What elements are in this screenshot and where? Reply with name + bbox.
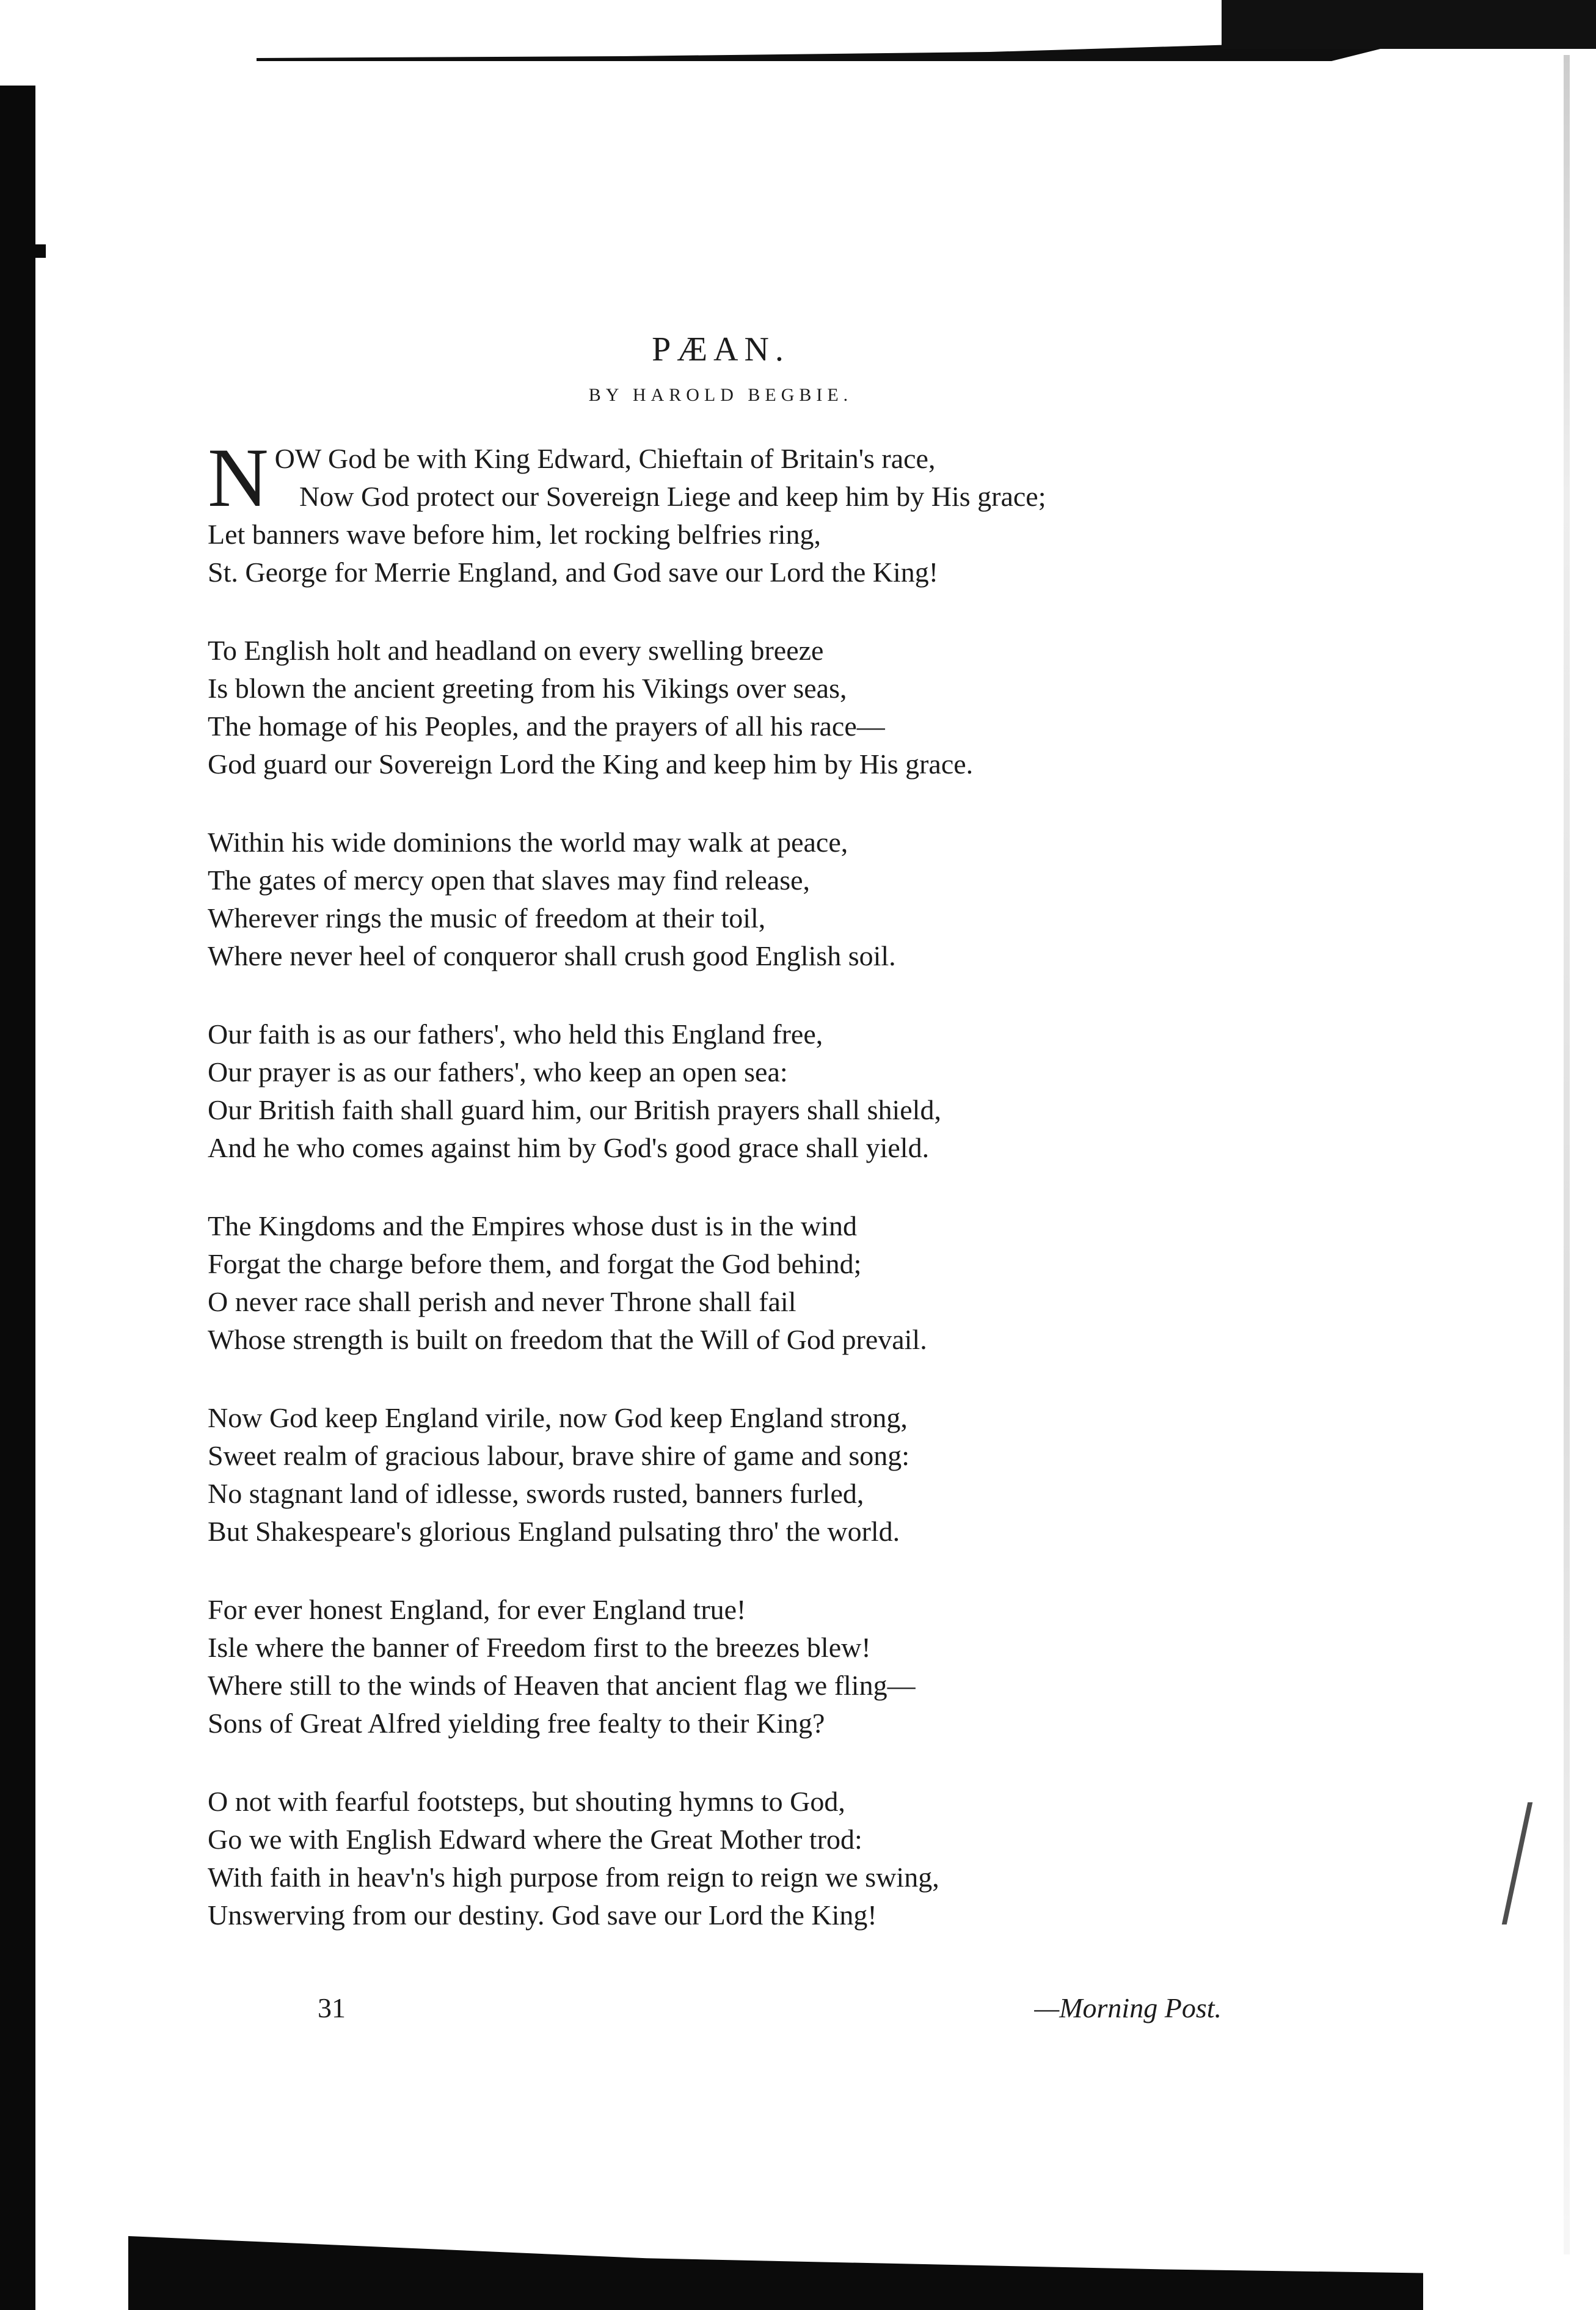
poem-line: To English holt and headland on every swelling breeze	[208, 635, 824, 666]
poem-line: Whose strength is built on freedom that the Will of God prevail.	[208, 1324, 927, 1355]
poem-title: PÆAN.	[652, 331, 790, 368]
poem-page	[208, 318, 1234, 2089]
poem-line: St. George for Merrie England, and God save our Lord the King!	[208, 557, 939, 588]
poem-line: Let banners wave before him, let rocking belfries ring,	[208, 519, 821, 550]
source-attribution: —Morning Post.	[1034, 1992, 1222, 2023]
stanza	[208, 824, 1234, 975]
stanza	[208, 1207, 1234, 1359]
stanza	[208, 632, 1234, 783]
poem-line: Our prayer is as our fathers', who keep an open sea:	[208, 1056, 788, 1087]
stanza	[208, 1399, 1234, 1551]
poem-line: Unswerving from our destiny. God save our Lord the King!	[208, 1899, 877, 1931]
stanza	[208, 1015, 1234, 1167]
poem-line: But Shakespeare's glorious England pulsating thro' the world.	[208, 1516, 900, 1547]
poem-line: And he who comes against him by God's good grace shall yield.	[208, 1132, 930, 1163]
poem-line: Forgat the charge before them, and forgat the God behind;	[208, 1248, 862, 1279]
poem-line: Go we with English Edward where the Great Mother trod:	[208, 1824, 862, 1855]
poem-line: The homage of his Peoples, and the prayers of all his race—	[208, 711, 885, 742]
scan-edge-top-right	[1222, 0, 1596, 49]
poem-line: Isle where the banner of Freedom first to the breezes blew!	[208, 1632, 871, 1663]
poem-line: Is blown the ancient greeting from his Vikings over seas,	[208, 673, 847, 704]
poem-line: God guard our Sovereign Lord the King and keep him by His grace.	[208, 748, 974, 780]
scan-edge-left	[0, 86, 35, 2310]
poem-line: Where still to the winds of Heaven that ancient flag we fling—	[208, 1670, 916, 1701]
scan-edge-left-notch	[0, 244, 46, 258]
stanza	[208, 431, 1234, 591]
scan-smudge	[1502, 1802, 1588, 1924]
scan-edge-right	[1564, 55, 1570, 2254]
poem-line: O never race shall perish and never Throne shall fail	[208, 1286, 796, 1317]
poem-line: Now God keep England virile, now God keep England strong,	[208, 1402, 908, 1433]
drop-cap: N	[208, 431, 269, 524]
poem-line: The gates of mercy open that slaves may find release,	[208, 864, 811, 896]
stanza	[208, 1783, 1234, 1934]
poem-line: Now God protect our Sovereign Liege and keep him by His grace;	[299, 481, 1046, 512]
poem-line: With faith in heav'n's high purpose from reign to reign we swing,	[208, 1862, 939, 1893]
poem-line: Sons of Great Alfred yielding free fealty to their King?	[208, 1708, 825, 1739]
stanza	[208, 1591, 1234, 1742]
poem-line: For ever honest England, for ever England true!	[208, 1594, 746, 1625]
poem-line: Within his wide dominions the world may walk at peace,	[208, 827, 848, 858]
poem-line: Sweet realm of gracious labour, brave shire of game and song:	[208, 1440, 910, 1471]
poem-line: Our British faith shall guard him, our British prayers shall shield,	[208, 1094, 941, 1125]
poem-line: The Kingdoms and the Empires whose dust is in the wind	[208, 1210, 857, 1241]
poem-line: Our faith is as our fathers', who held this England free,	[208, 1018, 823, 1050]
poem-line: Where never heel of conqueror shall crush good English soil.	[208, 940, 896, 971]
page-number: 31	[318, 1992, 346, 2023]
scan-edge-bottom	[128, 2236, 1423, 2310]
page-footer	[208, 1992, 1234, 2034]
poem-body	[208, 431, 1234, 1975]
poem-line: OW God be with King Edward, Chieftain of Britain's race,	[274, 443, 936, 474]
poem-line: Wherever rings the music of freedom at their toil,	[208, 902, 766, 934]
poem-byline: BY HAROLD BEGBIE.	[588, 385, 853, 405]
poem-line: No stagnant land of idlesse, swords rusted, banners furled,	[208, 1478, 864, 1509]
poem-line: O not with fearful footsteps, but shouting hymns to God,	[208, 1786, 845, 1817]
